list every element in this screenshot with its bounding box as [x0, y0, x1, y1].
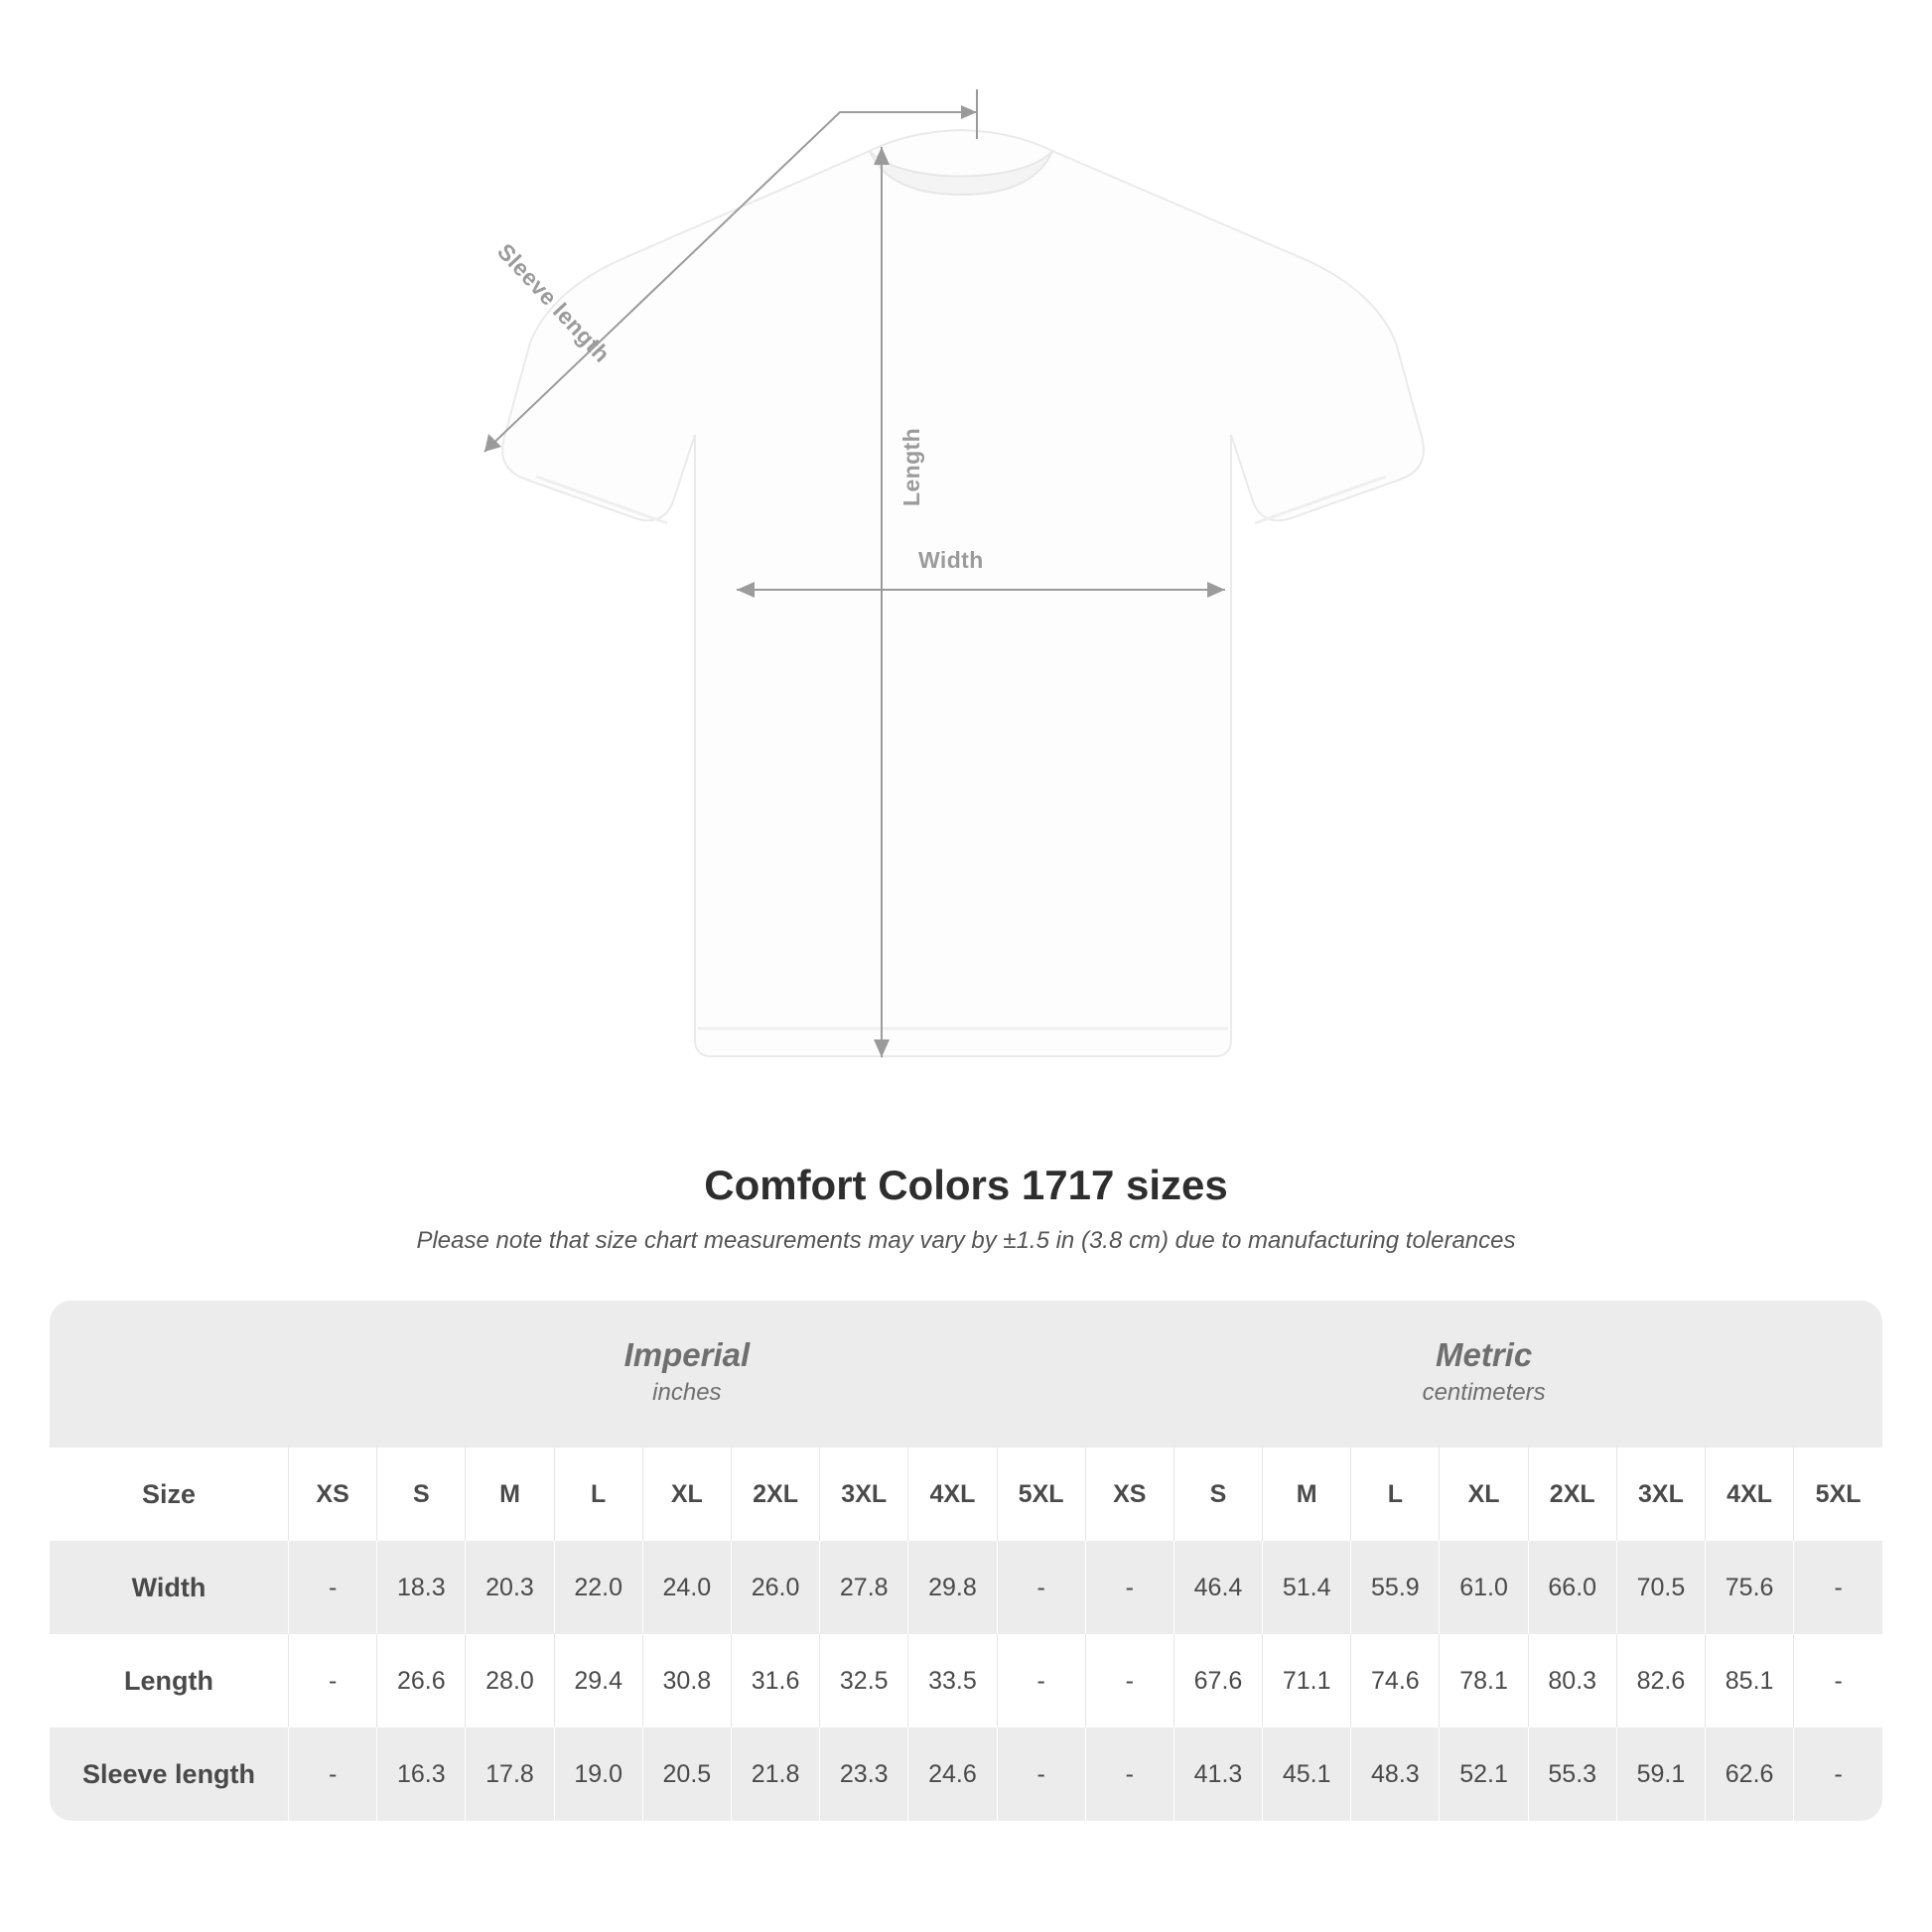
- cell-length-metric-xs: -: [1085, 1634, 1173, 1727]
- cell-width-metric-4xl: 75.6: [1706, 1541, 1794, 1634]
- size-header-metric-m: M: [1263, 1448, 1351, 1541]
- cell-sleeve-length-imperial-5xl: -: [997, 1727, 1085, 1821]
- row-label-sleeve-length: Sleeve length: [50, 1727, 289, 1821]
- size-header-imperial-s: S: [377, 1448, 466, 1541]
- cell-length-imperial-2xl: 31.6: [731, 1634, 819, 1727]
- cell-sleeve-length-imperial-4xl: 24.6: [908, 1727, 997, 1821]
- row-label-length: Length: [50, 1634, 289, 1727]
- cell-width-metric-l: 55.9: [1351, 1541, 1440, 1634]
- unit-header-metric: [1085, 1301, 1882, 1448]
- chart-title-block: [0, 1162, 1932, 1255]
- unit-subtitle: inches: [652, 1378, 722, 1406]
- cell-length-imperial-xl: 30.8: [642, 1634, 731, 1727]
- cell-width-imperial-s: 18.3: [377, 1541, 466, 1634]
- cell-width-metric-5xl: -: [1794, 1541, 1882, 1634]
- cell-sleeve-length-imperial-s: 16.3: [377, 1727, 466, 1821]
- table-row: [50, 1634, 1882, 1727]
- cell-length-imperial-s: 26.6: [377, 1634, 466, 1727]
- cell-length-metric-3xl: 82.6: [1616, 1634, 1705, 1727]
- page-title: Comfort Colors 1717 sizes: [704, 1162, 1228, 1208]
- row-label-header: Size: [50, 1448, 289, 1541]
- unit-name: Imperial: [623, 1335, 751, 1373]
- size-chart-table: [50, 1301, 1882, 1821]
- cell-length-imperial-5xl: -: [997, 1634, 1085, 1727]
- cell-length-metric-2xl: 80.3: [1528, 1634, 1616, 1727]
- cell-sleeve-length-metric-s: 41.3: [1173, 1727, 1262, 1821]
- size-header-imperial-m: M: [466, 1448, 554, 1541]
- unit-header-row: [50, 1301, 1882, 1448]
- cell-width-metric-2xl: 66.0: [1528, 1541, 1616, 1634]
- cell-length-metric-xl: 78.1: [1440, 1634, 1528, 1727]
- cell-width-imperial-5xl: -: [997, 1541, 1085, 1634]
- size-header-metric-s: S: [1173, 1448, 1262, 1541]
- sleeve-length-label: Sleeve length: [491, 238, 616, 367]
- cell-sleeve-length-metric-xs: -: [1085, 1727, 1173, 1821]
- cell-sleeve-length-imperial-xl: 20.5: [642, 1727, 731, 1821]
- cell-sleeve-length-metric-4xl: 62.6: [1706, 1727, 1794, 1821]
- table-row: [50, 1727, 1882, 1821]
- row-label-width: Width: [50, 1541, 289, 1634]
- table-row: [50, 1541, 1882, 1634]
- size-header-metric-xs: XS: [1085, 1448, 1173, 1541]
- size-header-metric-2xl: 2XL: [1528, 1448, 1616, 1541]
- cell-width-imperial-4xl: 29.8: [908, 1541, 997, 1634]
- tolerance-note: Please note that size chart measurements may vary by ±1.5 in (3.8 cm) due to manufacturing tolerances: [416, 1227, 1516, 1254]
- cell-sleeve-length-metric-3xl: 59.1: [1616, 1727, 1705, 1821]
- size-header-metric-l: L: [1351, 1448, 1440, 1541]
- cell-width-metric-3xl: 70.5: [1616, 1541, 1705, 1634]
- cell-width-imperial-2xl: 26.0: [731, 1541, 819, 1634]
- size-table-container: [50, 1301, 1882, 1821]
- cell-sleeve-length-imperial-3xl: 23.3: [820, 1727, 908, 1821]
- cell-length-metric-m: 71.1: [1263, 1634, 1351, 1727]
- unit-subtitle: centimeters: [1422, 1378, 1546, 1406]
- cell-sleeve-length-metric-5xl: -: [1794, 1727, 1882, 1821]
- cell-sleeve-length-imperial-2xl: 21.8: [731, 1727, 819, 1821]
- table-corner-cell: [50, 1301, 289, 1448]
- cell-sleeve-length-metric-l: 48.3: [1351, 1727, 1440, 1821]
- size-header-metric-5xl: 5XL: [1794, 1448, 1882, 1541]
- unit-header-imperial: [289, 1301, 1086, 1448]
- cell-width-imperial-xl: 24.0: [642, 1541, 731, 1634]
- size-header-imperial-xl: XL: [642, 1448, 731, 1541]
- size-header-imperial-5xl: 5XL: [997, 1448, 1085, 1541]
- cell-length-imperial-m: 28.0: [466, 1634, 554, 1727]
- cell-sleeve-length-metric-m: 45.1: [1263, 1727, 1351, 1821]
- width-label: Width: [918, 547, 984, 573]
- cell-sleeve-length-metric-xl: 52.1: [1440, 1727, 1528, 1821]
- cell-length-metric-5xl: -: [1794, 1634, 1882, 1727]
- cell-sleeve-length-imperial-m: 17.8: [466, 1727, 554, 1821]
- cell-length-metric-s: 67.6: [1173, 1634, 1262, 1727]
- size-header-imperial-3xl: 3XL: [820, 1448, 908, 1541]
- cell-length-imperial-xs: -: [289, 1634, 377, 1727]
- unit-name: Metric: [1436, 1335, 1533, 1373]
- cell-length-metric-l: 74.6: [1351, 1634, 1440, 1727]
- cell-sleeve-length-imperial-l: 19.0: [554, 1727, 642, 1821]
- tshirt-shape: [502, 130, 1424, 1056]
- size-header-metric-xl: XL: [1440, 1448, 1528, 1541]
- cell-sleeve-length-imperial-xs: -: [289, 1727, 377, 1821]
- cell-width-metric-xl: 61.0: [1440, 1541, 1528, 1634]
- size-header-metric-3xl: 3XL: [1616, 1448, 1705, 1541]
- cell-width-imperial-3xl: 27.8: [820, 1541, 908, 1634]
- cell-width-metric-m: 51.4: [1263, 1541, 1351, 1634]
- length-label: Length: [898, 427, 924, 506]
- cell-width-metric-xs: -: [1085, 1541, 1173, 1634]
- cell-width-imperial-m: 20.3: [466, 1541, 554, 1634]
- size-header-imperial-2xl: 2XL: [731, 1448, 819, 1541]
- cell-length-imperial-l: 29.4: [554, 1634, 642, 1727]
- size-header-imperial-xs: XS: [289, 1448, 377, 1541]
- cell-length-imperial-3xl: 32.5: [820, 1634, 908, 1727]
- cell-length-imperial-4xl: 33.5: [908, 1634, 997, 1727]
- size-header-imperial-l: L: [554, 1448, 642, 1541]
- cell-width-imperial-l: 22.0: [554, 1541, 642, 1634]
- size-header-row: [50, 1448, 1882, 1541]
- size-header-metric-4xl: 4XL: [1706, 1448, 1794, 1541]
- cell-width-metric-s: 46.4: [1173, 1541, 1262, 1634]
- cell-sleeve-length-metric-2xl: 55.3: [1528, 1727, 1616, 1821]
- cell-length-metric-4xl: 85.1: [1706, 1634, 1794, 1727]
- cell-width-imperial-xs: -: [289, 1541, 377, 1634]
- size-header-imperial-4xl: 4XL: [908, 1448, 997, 1541]
